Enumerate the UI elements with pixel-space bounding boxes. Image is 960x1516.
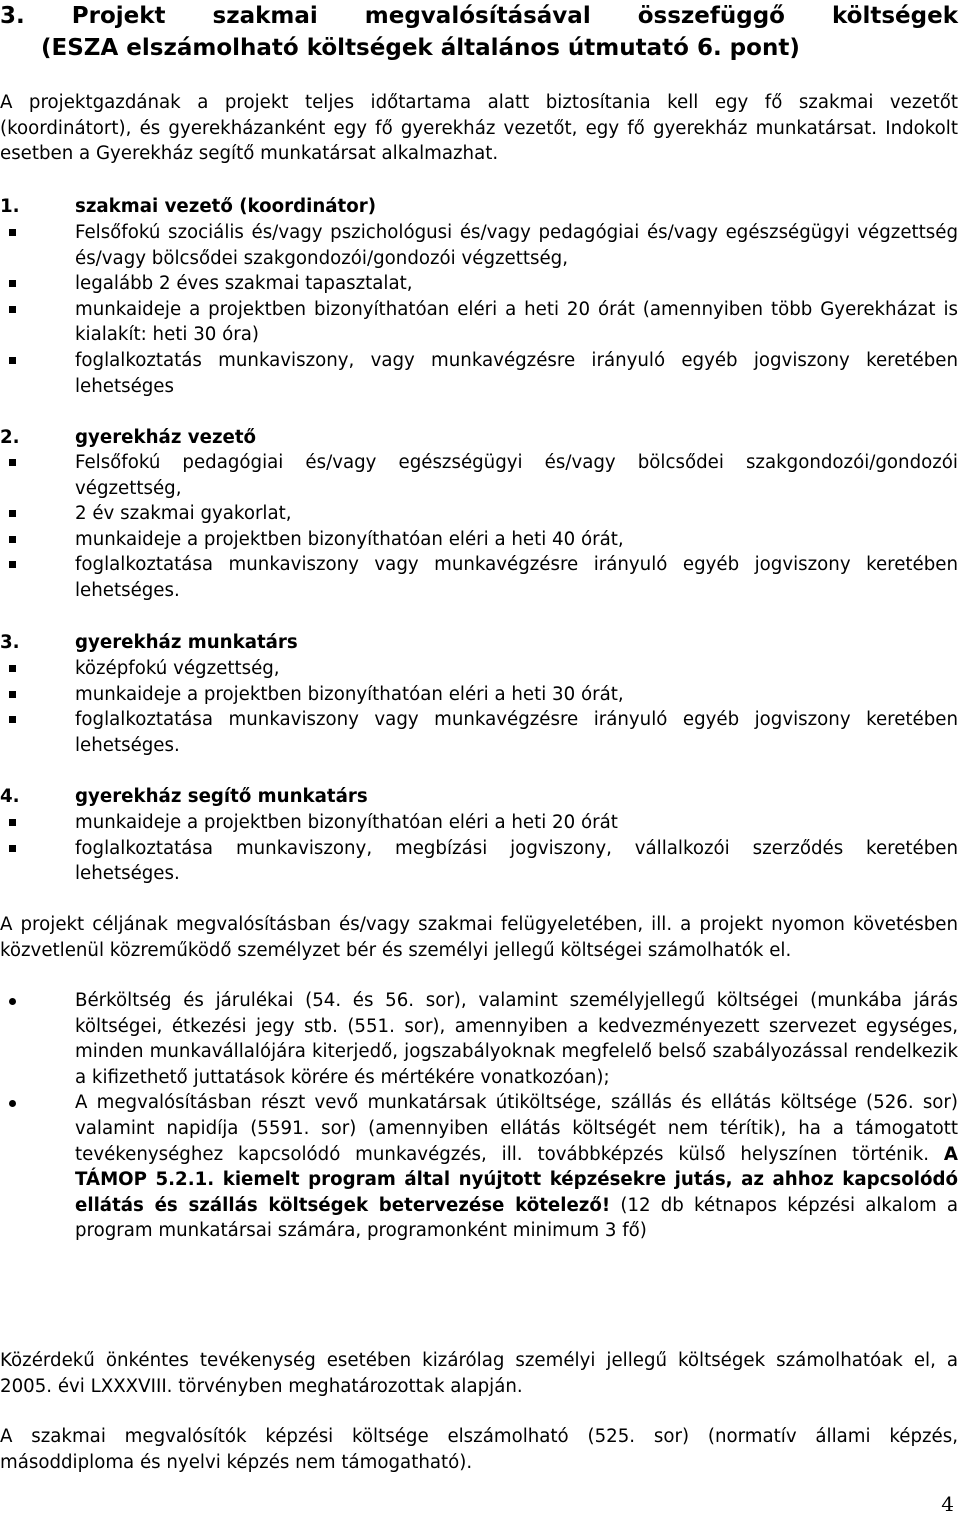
section-title-line-2: (ESZA elszámolható költségek általános útmutató 6. pont) bbox=[41, 35, 800, 61]
section-title bbox=[0, 0, 958, 64]
mandatory-training-note: A TÁMOP 5.2.1. kiemelt program által nyújtott képzésekre jutás, az ahhoz kapcsolódó ellátás és szállás költségek betervezése kötelező! bbox=[75, 1143, 958, 1216]
list-item: foglalkoztatása munkaviszony, megbízási jogviszony, vállalkozói szerződés keretében lehetséges. bbox=[0, 836, 958, 887]
square-bullet-icon bbox=[9, 536, 16, 543]
requirements-list-gyerekhaz-munkatars bbox=[0, 656, 958, 758]
list-item: Bérköltség és járulékai (54. és 56. sor), valamint személyjellegű költségei (munkába járás költségei, étkezési jegy stb. (551. sor), amennyiben a kedvezményezett szervezet egységes, minden munkavállalójára kiterjedő, jogszabályoknak megfelelő belső szabályozással rendelkezik a kifizethető juttatások körére és mértékére vonatkozóan); bbox=[0, 988, 958, 1090]
round-bullet-icon bbox=[9, 998, 16, 1005]
list-item: középfokú végzettség, bbox=[0, 656, 958, 682]
section-number: 4. bbox=[0, 786, 20, 807]
square-bullet-icon bbox=[9, 357, 16, 364]
list-item bbox=[0, 1090, 958, 1244]
square-bullet-icon bbox=[9, 280, 16, 287]
square-bullet-icon bbox=[9, 819, 16, 826]
list-item: 2 év szakmai gyakorlat, bbox=[0, 501, 958, 527]
list-item: legalább 2 éves szakmai tapasztalat, bbox=[0, 271, 958, 297]
square-bullet-icon bbox=[9, 306, 16, 313]
training-cost-paragraph: A szakmai megvalósítók képzési költsége elszámolható (525. sor) (normatív állami képzés, másoddiploma és nyelvi képzés nem támogatható). bbox=[0, 1426, 958, 1473]
section-heading-text: gyerekház vezető bbox=[75, 427, 257, 448]
square-bullet-icon bbox=[9, 229, 16, 236]
square-bullet-icon bbox=[9, 665, 16, 672]
section-heading-segito-munkatars bbox=[0, 784, 368, 810]
cost-item-text: A megvalósításban részt vevő munkatársak útiköltsége, szállás és ellátás költsége (526. sor) valamint napidíja (5591. sor) (amennyiben ellátás költségét nem térítik), ha a támogatott tevékenységhez kapcsolódó munkavégzés, ill. továbbképzés külső helyszínen történik. bbox=[75, 1092, 958, 1165]
requirements-list-koordinator bbox=[0, 220, 958, 399]
square-bullet-icon bbox=[9, 691, 16, 698]
requirements-list-gyerekhaz-vezeto bbox=[0, 450, 958, 604]
section-number: 1. bbox=[0, 196, 20, 217]
costs-intro-paragraph: A projekt céljának megvalósításban és/vagy szakmai felügyeletében, ill. a projekt nyomon követésben közvetlenül közreműködő személyzet bér és személyi jellegű költségei számolhatók el. bbox=[0, 914, 958, 961]
square-bullet-icon bbox=[9, 510, 16, 517]
list-item: munkaideje a projektben bizonyíthatóan eléri a heti 30 órát, bbox=[0, 682, 958, 708]
section-number: 2. bbox=[0, 427, 20, 448]
list-item: foglalkoztatása munkaviszony vagy munkavégzésre irányuló egyéb jogviszony keretében lehetséges. bbox=[0, 707, 958, 758]
list-item: foglalkoztatása munkaviszony vagy munkavégzésre irányuló egyéb jogviszony keretében lehetséges. bbox=[0, 552, 958, 603]
cost-items-list bbox=[0, 988, 958, 1244]
requirements-list-segito-munkatars bbox=[0, 810, 958, 887]
section-title-line-1: 3. Projekt szakmai megvalósításával összefüggő költségek bbox=[0, 3, 958, 29]
round-bullet-icon bbox=[9, 1100, 16, 1107]
section-heading-text: gyerekház segítő munkatárs bbox=[75, 786, 368, 807]
list-item: Felsőfokú pedagógiai és/vagy egészségügyi és/vagy bölcsődei szakgondozói/gondozói végzettség, bbox=[0, 450, 958, 501]
list-item: munkaideje a projektben bizonyíthatóan eléri a heti 40 órát, bbox=[0, 527, 958, 553]
page-number: 4 bbox=[941, 1492, 954, 1516]
list-item: Felsőfokú szociális és/vagy pszichológusi és/vagy pedagógiai és/vagy egészségügyi végzettség és/vagy bölcsődei szakgondozói/gondozói végzettség, bbox=[0, 220, 958, 271]
square-bullet-icon bbox=[9, 561, 16, 568]
square-bullet-icon bbox=[9, 716, 16, 723]
list-item: foglalkoztatás munkaviszony, vagy munkavégzésre irányuló egyéb jogviszony keretében lehetséges bbox=[0, 348, 958, 399]
section-heading-koordinator bbox=[0, 194, 376, 220]
section-heading-text: gyerekház munkatárs bbox=[75, 632, 298, 653]
square-bullet-icon bbox=[9, 459, 16, 466]
list-item: munkaideje a projektben bizonyíthatóan eléri a heti 20 órát (amennyiben több Gyerekházat is kialakít: heti 30 óra) bbox=[0, 297, 958, 348]
section-number: 3. bbox=[0, 632, 20, 653]
section-heading-gyerekhaz-munkatars bbox=[0, 630, 298, 656]
square-bullet-icon bbox=[9, 845, 16, 852]
cost-item-text: (12 db kétnapos képzési alkalom a program munkatársai számára, programonként minimum 3 fő) bbox=[75, 1194, 958, 1242]
section-heading-gyerekhaz-vezeto bbox=[0, 425, 256, 451]
list-item: munkaideje a projektben bizonyíthatóan eléri a heti 20 órát bbox=[0, 810, 958, 836]
intro-paragraph: A projektgazdának a projekt teljes időtartama alatt biztosítania kell egy fő szakmai vezetőt (koordinátort), és gyerekházanként egy fő gyerekház vezetőt, egy fő gyerekház munkatársat. Indokolt esetben a Gyerekház segítő munkatársat alkalmazhat. bbox=[0, 92, 958, 165]
section-heading-text: szakmai vezető (koordinátor) bbox=[75, 196, 377, 217]
public-interest-paragraph: Közérdekű önkéntes tevékenység esetében kizárólag személyi jellegű költségek számolhatóak el, a 2005. évi LXXXVIII. törvényben meghatározottak alapján. bbox=[0, 1350, 958, 1397]
